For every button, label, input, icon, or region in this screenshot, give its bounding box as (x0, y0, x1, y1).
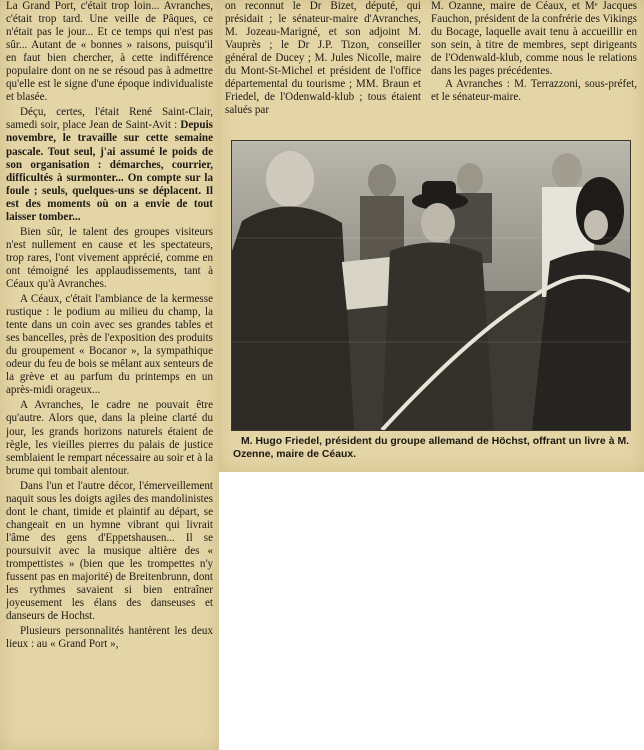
paragraph: La Grand Port, c'était trop loin... Avranches, c'était trop tard. Une veille de Pâques, ce n'était pas le jour... Et ce temps qui n'est pas sûr... Autant de « bonnes » raisons, puisqu'il en faut bien chercher, à cette indifférence populaire dont on ne se résoud pas à admettre qu'elle est le signe d'une époque individualiste et blasée. (6, 0, 213, 104)
paragraph: Bien sûr, le talent des groupes visiteurs n'est nullement en cause et les spectateurs, trop rares, l'ont vivement apprécié, comme en ont témoigné les applaudissements, tant à Céaux qu'à Avranches. (6, 225, 213, 290)
paragraph: A Céaux, c'était l'ambiance de la kermesse rustique : le podium au milieu du champ, la tente dans un coin avec ses grandes tables et ses bancelles, près de l'exposition des produits du groupement « Bocanor », la sympathique odeur du feu de bois se mêlant aux senteurs de la grève et au parfum du printemps en un après-midi orageux... (6, 293, 213, 397)
quote-bold: Depuis novembre, le travaille sur cette semaine pascale. Tout seul, j'ai assumé le poids de son organisation : démarches, courrier, difficultés à surmonter... On compte sur la foule ; seuls, quelques-uns se déplacent. Il est des moments où on a envie de tout laisser tomber... (6, 119, 213, 223)
paragraph-lead: Déçu, certes, l'était René Saint-Clair, samedi soir, place Jean de Saint-Avit : (6, 106, 213, 132)
paragraph: M. Ozanne, maire de Céaux, et Mᵉ Jacques Fauchon, président de la confrérie des Vikings du Bocage, laquelle avait tenu à accueillir en son sein, à titre de membres, sept dirigeants de l'Odenwald-klub, comme nous le relations dans les pages précédentes. (431, 0, 637, 78)
paragraph (6, 106, 213, 223)
paragraph: Dans l'un et l'autre décor, l'émerveillement naquit sous les doigts agiles des mandolinistes dont le chant, timide et plaintif au départ, se changeait en un hymne vibrant qui livrait l'âme des gens d'Eppetshausen... Il se poursuivit avec la musique altière des « trompettistes » (bien que les trompettes n'y fussent pas en majorité) de Breitenbrunn, dont les rythmes savaient si bien entraîner joyeusement les élans des danseuses et danseurs de Hochst. (6, 479, 213, 623)
article-column-2 (225, 0, 421, 135)
paragraph: on reconnut le Dr Bizet, député, qui présidait ; le sénateur-maire d'Avranches, M. Jozeau-Marigné, et son adjoint M. Vauprès ; le Dr J.P. Tizon, conseiller général de Ducey ; M. Jules Nicolle, maire du Mont-St-Michel et président de l'office départemental du tourisme ; MM. Braun et Friedel, de l'Odenwald-klub ; tous étaient salués par (225, 0, 421, 117)
paragraph: A Avranches, le cadre ne pouvait être qu'autre. Alors que, dans la pleine clarté du jour, les grands horizons naturels étaient de règle, les vieilles pierres du palais de justice semblaient le rempart nécessaire au soir et à la brume qui tombait alentour. (6, 399, 213, 477)
photo-caption: M. Hugo Friedel, président du groupe allemand de Höchst, offrant un livre à M. Ozenne, maire de Céaux. (233, 436, 629, 460)
paragraph: A Avranches : M. Terrazzoni, sous-préfet, et le sénateur-maire. (431, 78, 637, 104)
article-column-3 (431, 0, 637, 135)
article-column-1 (6, 0, 213, 750)
press-photo (231, 140, 631, 431)
paragraph: Plusieurs personnalités hantèrent les deux lieux : au « Grand Port », (6, 625, 213, 651)
photo-image (232, 141, 630, 430)
